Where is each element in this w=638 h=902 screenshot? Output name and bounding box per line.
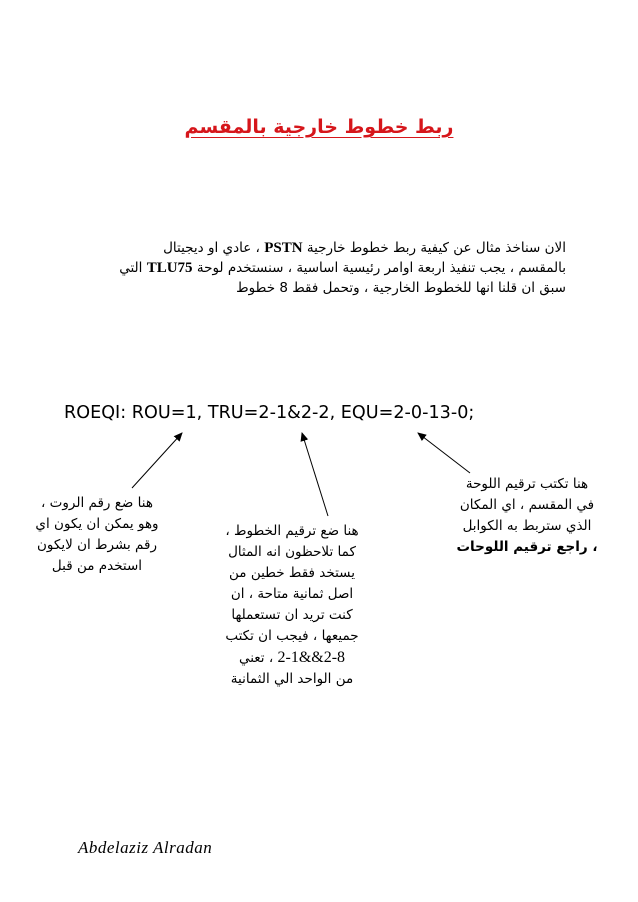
note-line-bold: ، راجع ترقيم اللوحات: [456, 539, 598, 555]
note-line: الذي ستربط به الكوابل: [462, 518, 592, 534]
note-line: يستخد فقط خطين من: [229, 565, 355, 581]
note-line: رقم بشرط ان لايكون: [36, 537, 158, 553]
arrow-route: [132, 433, 182, 488]
note-line: اصل ثمانية متاحة ، ان: [230, 586, 354, 602]
intro-line-1: [70, 238, 566, 258]
note-line: [208, 647, 376, 669]
board-name: TLU75: [146, 260, 193, 276]
author-signature: Abdelaziz Alradan: [78, 838, 213, 857]
intro-text: الان سناخذ مثال عن كيفية ربط خطوط خارجية: [306, 240, 566, 256]
arrow-trunks: [302, 433, 328, 516]
note-trunks: [208, 521, 376, 690]
note-line: هنا تكتب ترقيم اللوحة: [465, 476, 589, 492]
page-title: ربط خطوط خارجية بالمقسم: [184, 116, 454, 138]
intro-text: التي: [119, 260, 143, 276]
intro-paragraph: [70, 238, 566, 298]
note-line: جميعها ، فيجب ان تكتب: [225, 628, 359, 644]
note-line: وهو يمكن ان يكون اي: [35, 516, 159, 532]
note-line: من الواحد الي الثمانية: [230, 671, 354, 687]
note-line: في المقسم ، اي المكان: [459, 497, 595, 513]
trunk-range: 2-1&&2-8: [277, 649, 346, 666]
note-equipment: [452, 474, 602, 558]
note-line: هنا ضع رقم الروت ،: [41, 495, 153, 511]
intro-text: ، عادي او ديجيتال: [163, 240, 260, 256]
note-line: استخدم من قبل: [51, 558, 143, 574]
intro-text: بالمقسم ، يجب تنفيذ اربعة اوامر رئيسية اساسية ، سنستخدم لوحة: [196, 260, 566, 276]
note-route: [12, 493, 182, 577]
command-line: ROEQI: ROU=1, TRU=2-1&2-2, EQU=2-0-13-0;: [64, 403, 475, 423]
note-line: كما تلاحظون انه المثال: [228, 544, 356, 560]
note-text: ، تعني: [238, 650, 274, 666]
arrow-equipment: [418, 433, 470, 473]
pstn-term: PSTN: [264, 240, 303, 256]
intro-line-3: سبق ان قلنا انها للخطوط الخارجية ، وتحمل فقط 8 خطوط: [236, 280, 566, 296]
intro-line-2: [70, 258, 566, 278]
note-line: كنت تريد ان تستعملها: [231, 607, 353, 623]
note-line: هنا ضع ترقيم الخطوط ،: [225, 523, 359, 539]
